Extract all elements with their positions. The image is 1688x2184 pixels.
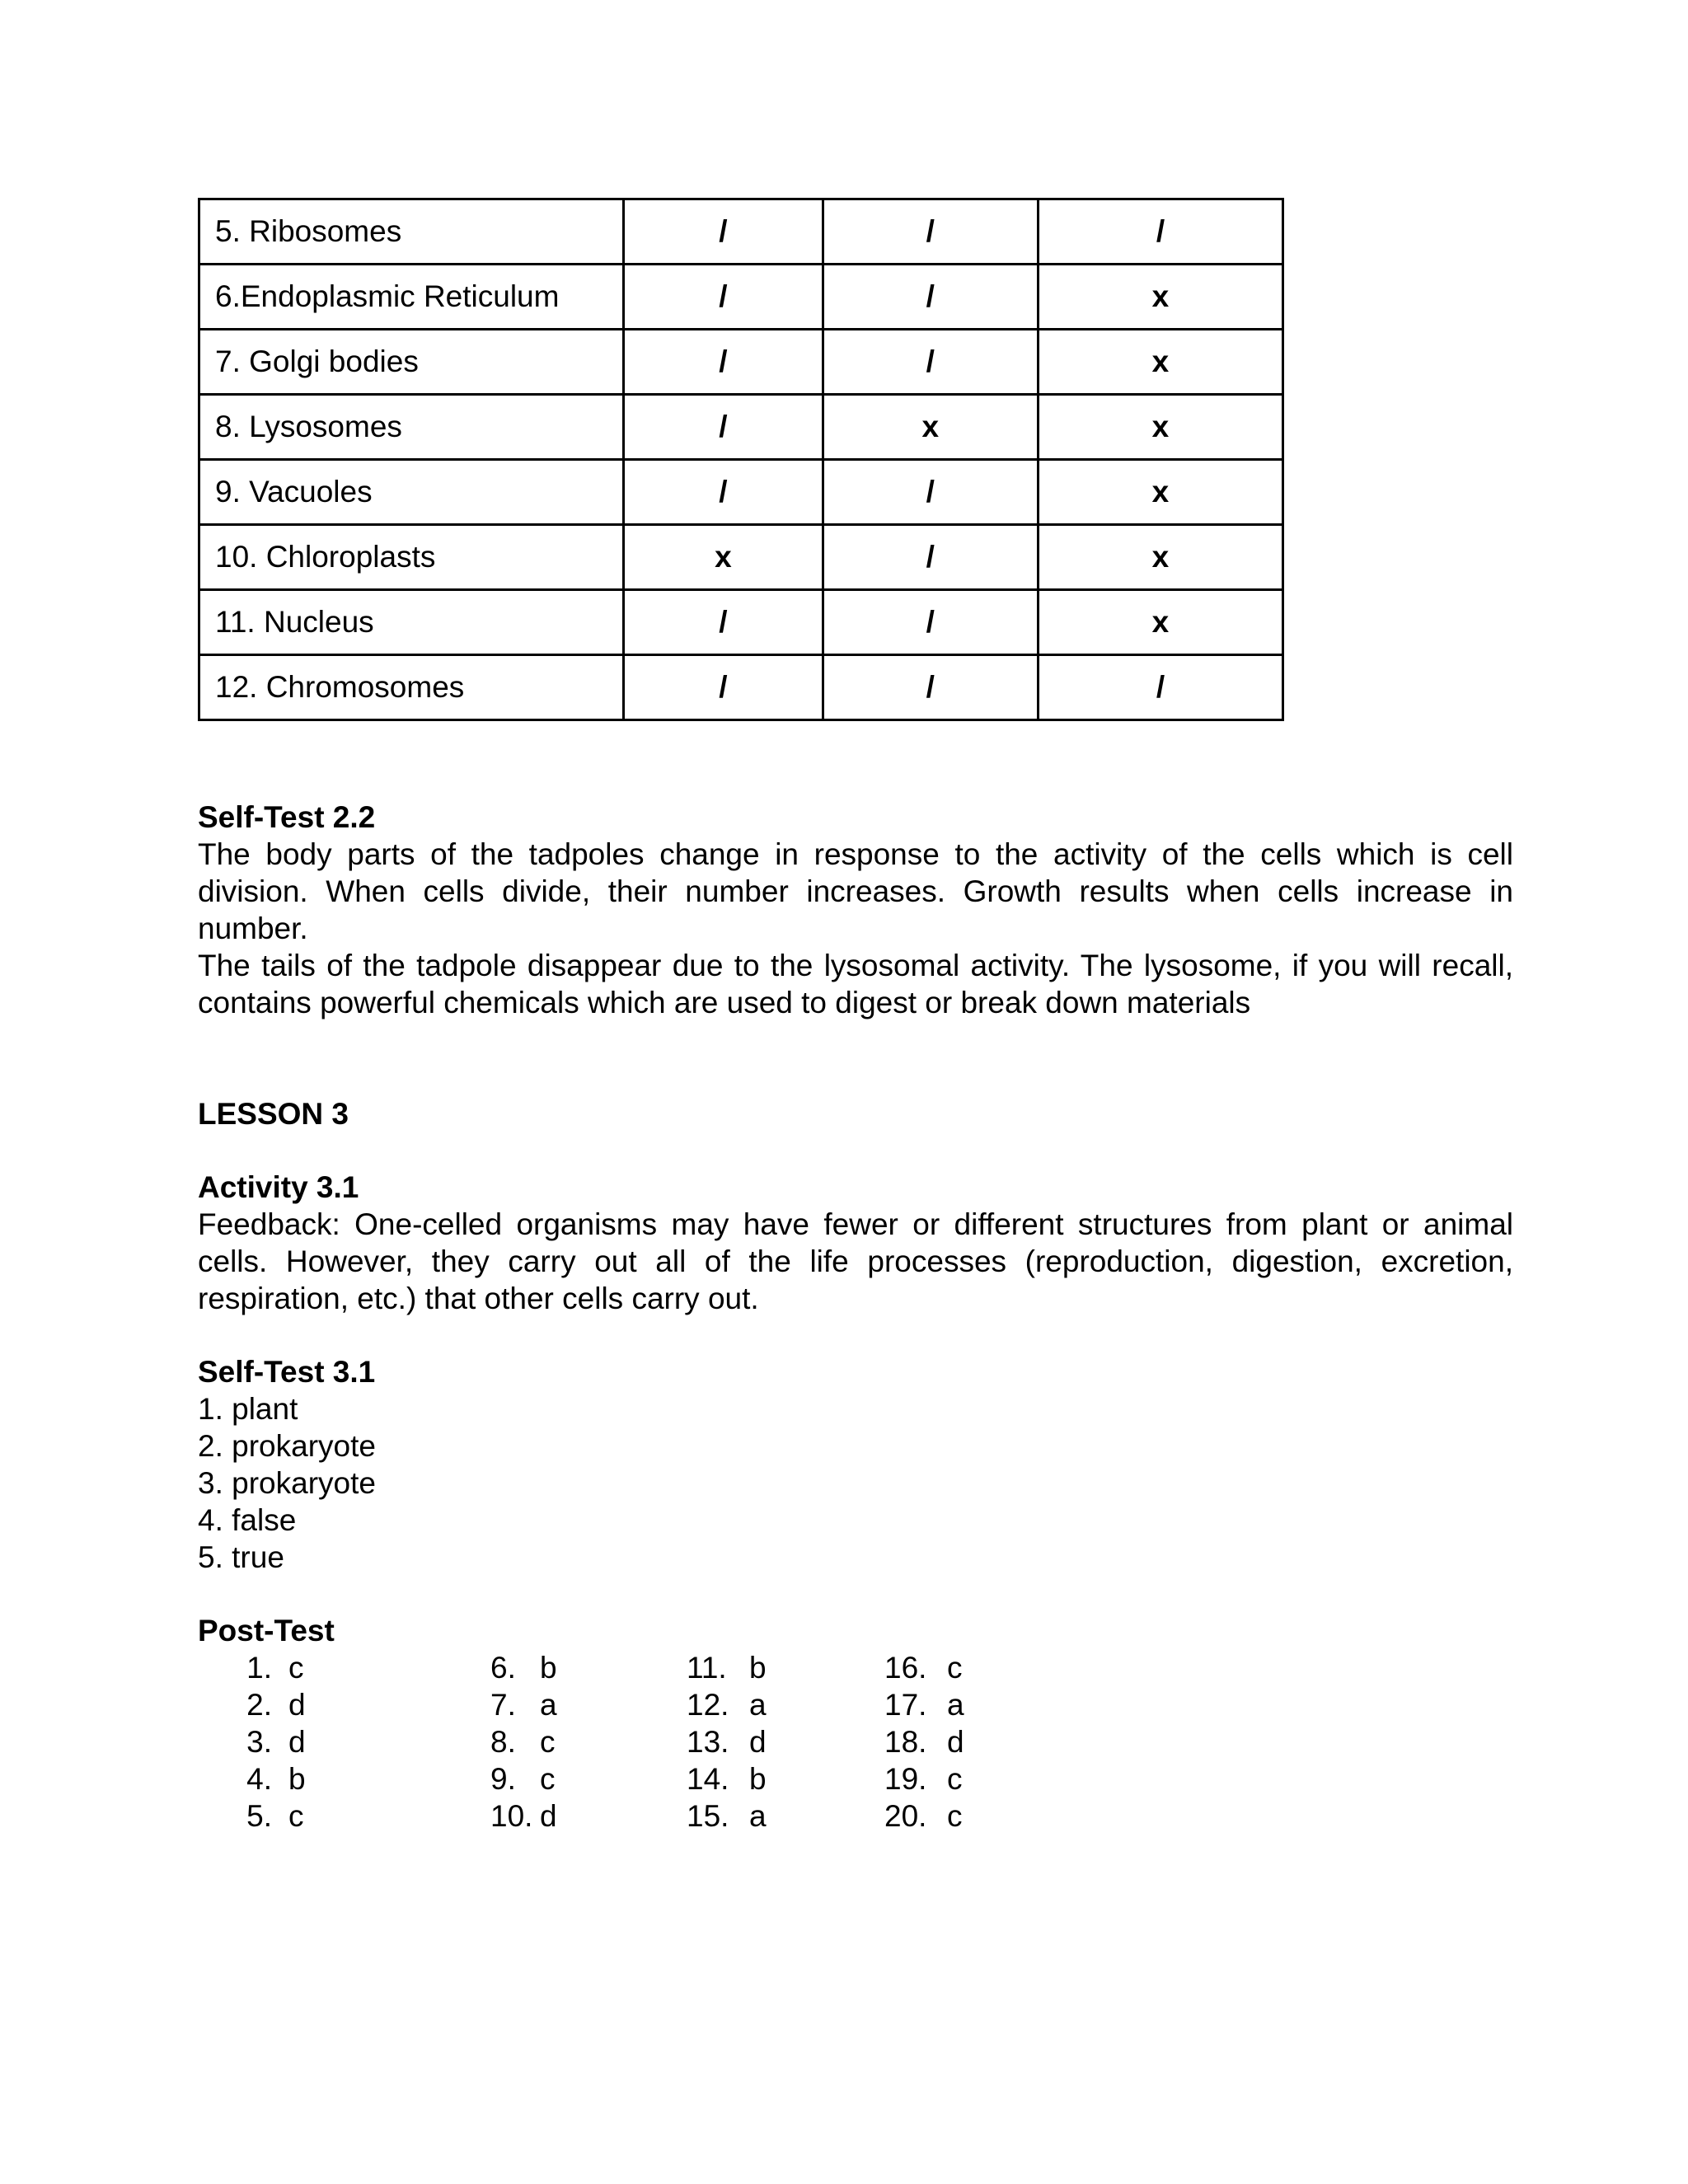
item-number: 17. <box>884 1688 927 1722</box>
list-item <box>687 1686 767 1723</box>
item-number: 8. <box>490 1725 516 1759</box>
mark-cell: / <box>823 655 1038 720</box>
item-answer: c <box>540 1762 556 1796</box>
item-answer: a <box>540 1688 557 1722</box>
table-row <box>199 330 1283 395</box>
table-row <box>199 199 1283 265</box>
list-item <box>239 1760 306 1797</box>
list-item <box>687 1797 767 1835</box>
list-item <box>239 1649 306 1686</box>
section-heading: Activity 3.1 <box>198 1170 359 1204</box>
mark-cell: / <box>624 199 823 265</box>
answer-column <box>687 1649 767 1835</box>
item-answer: b <box>749 1651 767 1685</box>
activity-3-1-section <box>198 1169 1517 1317</box>
mark-cell: x <box>624 525 823 590</box>
paragraph: Feedback: One-celled organisms may have fewer or different structures from plant or animal cells. However, they carry out all of the life processes (reproduction, digestion, excretion, respiration, etc.) that other cells carry out. <box>198 1207 1513 1315</box>
item-number: 2. <box>246 1688 272 1722</box>
table-row <box>199 590 1283 655</box>
organelle-name: 5. Ribosomes <box>199 199 624 265</box>
item-answer: d <box>947 1725 964 1759</box>
item-answer: b <box>749 1762 767 1796</box>
organelle-name: 11. Nucleus <box>199 590 624 655</box>
self-test-3-1-section <box>198 1353 1517 1576</box>
item-answer: c <box>288 1799 304 1833</box>
item-number: 6. <box>490 1651 516 1685</box>
item-answer: c <box>947 1762 963 1796</box>
list-item <box>884 1686 964 1723</box>
organelle-name: 9. Vacuoles <box>199 460 624 525</box>
list-item: 5. true <box>198 1540 284 1574</box>
mark-cell: x <box>1038 265 1282 330</box>
organelle-name: 8. Lysosomes <box>199 395 624 460</box>
list-item <box>239 1797 306 1835</box>
list-item <box>490 1760 557 1797</box>
organelle-name: 7. Golgi bodies <box>199 330 624 395</box>
table-row <box>199 395 1283 460</box>
paragraph: The body parts of the tadpoles change in response to the activity of the cells which is cell division. When cells divide, their number increases. Growth results when cells increase in number. <box>198 837 1513 945</box>
item-answer: d <box>288 1725 306 1759</box>
answer-column <box>884 1649 964 1835</box>
item-number: 12. <box>687 1688 729 1722</box>
mark-cell: / <box>624 265 823 330</box>
section-heading: Self-Test 3.1 <box>198 1355 376 1389</box>
organelle-name: 6.Endoplasmic Reticulum <box>199 265 624 330</box>
list-item <box>687 1649 767 1686</box>
item-answer: c <box>288 1651 304 1685</box>
item-answer: d <box>749 1725 767 1759</box>
item-number: 9. <box>490 1762 516 1796</box>
list-item <box>239 1686 306 1723</box>
organelle-name: 10. Chloroplasts <box>199 525 624 590</box>
item-number: 20. <box>884 1799 927 1833</box>
mark-cell: / <box>624 330 823 395</box>
mark-cell: / <box>624 590 823 655</box>
lesson-heading: LESSON 3 <box>198 1097 349 1131</box>
item-answer: d <box>540 1799 557 1833</box>
mark-cell: x <box>823 395 1038 460</box>
mark-cell: x <box>1038 525 1282 590</box>
mark-cell: / <box>624 655 823 720</box>
mark-cell: / <box>1038 199 1282 265</box>
list-item <box>884 1797 964 1835</box>
list-item: 2. prokaryote <box>198 1429 376 1463</box>
item-number: 11. <box>687 1651 727 1685</box>
mark-cell: / <box>823 460 1038 525</box>
mark-cell: x <box>1038 330 1282 395</box>
list-item: 3. prokaryote <box>198 1466 376 1500</box>
mark-cell: / <box>823 525 1038 590</box>
list-item <box>884 1760 964 1797</box>
item-answer: a <box>947 1688 964 1722</box>
answer-column <box>239 1649 306 1835</box>
item-answer: b <box>540 1651 557 1685</box>
item-answer: c <box>947 1651 963 1685</box>
mark-cell: / <box>823 330 1038 395</box>
item-number: 16. <box>884 1651 927 1685</box>
mark-cell: x <box>1038 460 1282 525</box>
list-item <box>687 1723 767 1760</box>
table-row <box>199 460 1283 525</box>
mark-cell: x <box>1038 590 1282 655</box>
list-item <box>490 1649 557 1686</box>
item-number: 14. <box>687 1762 729 1796</box>
item-number: 10. <box>490 1799 533 1833</box>
list-item <box>884 1649 964 1686</box>
item-number: 15. <box>687 1799 729 1833</box>
answer-column <box>490 1649 557 1835</box>
table-row <box>199 525 1283 590</box>
self-test-2-2-section <box>198 799 1517 1021</box>
list-item: 1. plant <box>198 1392 298 1426</box>
item-answer: c <box>540 1725 556 1759</box>
mark-cell: / <box>823 590 1038 655</box>
item-number: 7. <box>490 1688 516 1722</box>
mark-cell: / <box>624 395 823 460</box>
mark-cell: / <box>1038 655 1282 720</box>
item-number: 3. <box>246 1725 272 1759</box>
mark-cell: / <box>624 460 823 525</box>
item-answer: c <box>947 1799 963 1833</box>
section-heading: Self-Test 2.2 <box>198 800 376 834</box>
item-answer: a <box>749 1688 767 1722</box>
mark-cell: / <box>823 199 1038 265</box>
item-number: 4. <box>246 1762 272 1796</box>
post-test-answers <box>198 1649 1517 1835</box>
list-item <box>884 1723 964 1760</box>
lesson-3-section <box>198 1095 1517 1132</box>
item-answer: b <box>288 1762 306 1796</box>
organelle-table <box>198 198 1284 721</box>
document-page <box>198 198 1517 1835</box>
item-number: 18. <box>884 1725 927 1759</box>
answer-list <box>198 1390 1517 1576</box>
item-number: 13. <box>687 1725 729 1759</box>
list-item <box>239 1723 306 1760</box>
table-row <box>199 655 1283 720</box>
mark-cell: x <box>1038 395 1282 460</box>
mark-cell: / <box>823 265 1038 330</box>
post-test-section <box>198 1612 1517 1835</box>
item-answer: a <box>749 1799 767 1833</box>
list-item: 4. false <box>198 1503 297 1537</box>
list-item <box>687 1760 767 1797</box>
table-row <box>199 265 1283 330</box>
item-number: 19. <box>884 1762 927 1796</box>
section-heading: Post-Test <box>198 1614 335 1647</box>
paragraph: The tails of the tadpole disappear due to the lysosomal activity. The lysosome, if you will recall, contains powerful chemicals which are used to digest or break down materials <box>198 949 1513 1019</box>
list-item <box>490 1797 557 1835</box>
item-answer: d <box>288 1688 306 1722</box>
item-number: 5. <box>246 1799 272 1833</box>
item-number: 1. <box>246 1651 272 1685</box>
list-item <box>490 1686 557 1723</box>
organelle-name: 12. Chromosomes <box>199 655 624 720</box>
list-item <box>490 1723 557 1760</box>
